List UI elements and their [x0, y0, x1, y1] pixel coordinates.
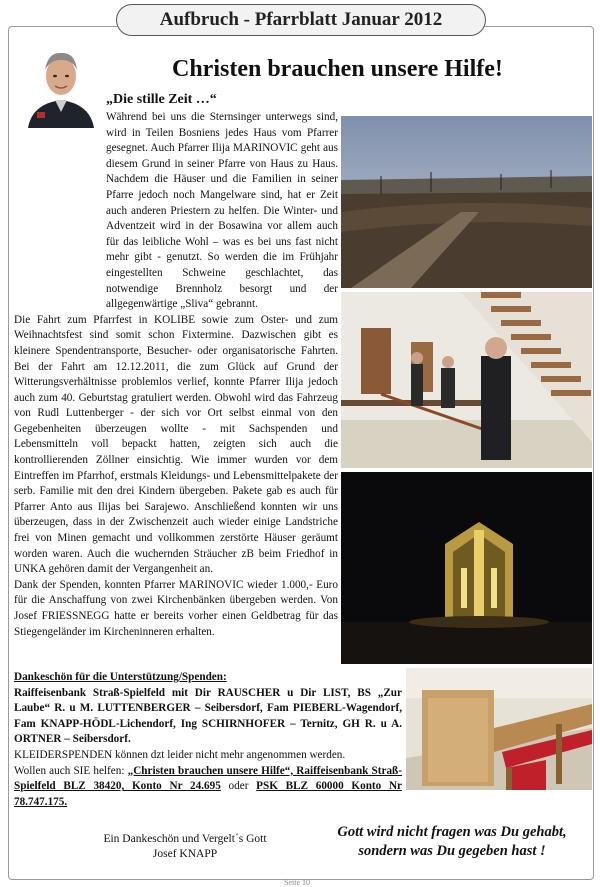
paragraph-2: Die Fahrt zum Pfarrfest in KOLIBE sowie zum Oster- und zum Weihnachtsfest sind somit schon Fixtermine. Dazwischen gibt es kleinere Spendentransporte, Besucher- oder organisatorische Fahrten. Bei der Fahrt am 12.12.2011, die zum Glück auf Grund der Witterungsverhältnisse problemlos verlief, konnte Pfarrer Ilija jedoch auch zum 40. Geburtstag gratuliert werden. Obwohl wird das Fahrzeug von Rudl Luttenberger - der sich vor Ort selbst einmal von den Gegebenheiten überzeugen wollte - mit Sachspenden und Lebensmitteln voll bepackt hatten, zeigten sich auch die kontrollierenden Zöllner einsichtig. Wie immer wurden vor dem Eintreffen im Pfarrhof, erstmals Kleidungs- und Lebensmittelpakete der serb. Familie mit den drei Kindern übergeben. Pakete gab es auch für Pfarrer Anto aus Ilijas bei Sarajewo. Anschließend konnten wir uns überzeugen, dass in der Zwischenzeit auch wieder einige Landstriche frei von Minen gemacht und vollkommen zerstörte Häuser geräumt worden waren. Auch die wuchernden Sträucher zB beim Friedhof in UNKA gehören damit der Vergangenheit an. — [14, 313, 338, 576]
signoff-name: Josef KNAPP — [152, 848, 218, 860]
thanks-section — [14, 670, 402, 810]
header-title: Aufbruch - Pfarrblatt Januar 2012 — [159, 9, 443, 30]
closing-quote — [314, 823, 590, 861]
article-body — [14, 110, 338, 640]
signoff-line-1: Ein Dankeschön und Vergelt´s Gott — [103, 833, 267, 845]
paragraph-3: Dank der Spenden, konnten Pfarrer MARINOVIC wieder 1.000,- Euro für die Anschaffung von zwei Kirchenbänken übergeben werden. Von Josef FRIESSNEGG hatte er bereits vorher einen Geldbetrag für das Stiegengeländer im Kircheninneren erhalten. — [14, 578, 338, 638]
appeal-bank: „Christen brauchen unsere Hilfe“, Raiffeisenbank Straß-Spielfeld BLZ 38420, Konto Nr 24.695 — [14, 764, 402, 793]
quote-line-2: sondern was Du gegeben hast ! — [358, 843, 546, 859]
thanks-heading: Dankeschön für die Unterstützung/Spenden: — [14, 671, 227, 683]
signoff — [60, 832, 310, 862]
photo-landscape — [341, 116, 592, 288]
photo-church-interior — [341, 292, 592, 468]
paragraph-1: Während bei uns die Sternsinger unterwegs sind, wird in Teilen Bosniens jedes Haus vom Pfarrer gesegnet. Auch Pfarrer Ilija MARINOVIC geht aus diesem Grund in seiner Pfarre von Haus zu Haus. Nachdem die Häuser und die Familien in seiner Pfarre jedoch noch Mangelware sind, hat er Zeit auch anderen Priestern zu helfen. Die Winter- und Adventzeit wird in der Bosawina vor allem auch für das leibliche Wohl – was es bei uns fast nicht mehr gibt - genutzt. So werden die im Frühjahr eingestellten Schweine geschlachtet, das notwendige Brennholz besorgt und der allgegenwärtige „Sliva“ gebrannt. — [106, 111, 338, 311]
page-number: Seite 10 — [284, 878, 310, 887]
page-header — [116, 4, 486, 36]
photo-church-night — [341, 472, 592, 664]
thanks-sponsors: Raiffeisenbank Straß-Spielfeld mit Dir RAUSCHER u Dir LIST, BS „Zur Laube“ R. u M. LUTTENBERGER – Seibersdorf, Fam PIEBERL-Wagendorf, Fam KNAPP-HÖDL-Lichendorf, Ing SCHIRNHOFER – Ternitz, GH R. u A. ORTNER – Seibersdorf. — [14, 686, 402, 746]
article-subheadline: „Die stille Zeit …“ — [106, 92, 217, 107]
appeal-psk: PSK BLZ 60000 Konto Nr 78.747.175. — [14, 780, 403, 808]
article-headline: Christen brauchen unsere Hilfe! — [172, 56, 503, 82]
appeal-or: oder — [228, 780, 249, 793]
appeal-prefix: Wollen auch SIE helfen: — [14, 764, 125, 777]
clothing-note: KLEIDERSPENDEN können dzt leider nicht mehr angenommen werden. — [14, 748, 346, 761]
quote-line-1: Gott wird nicht fragen was Du gehabt, — [337, 824, 567, 840]
photo-church-pews — [406, 668, 592, 790]
